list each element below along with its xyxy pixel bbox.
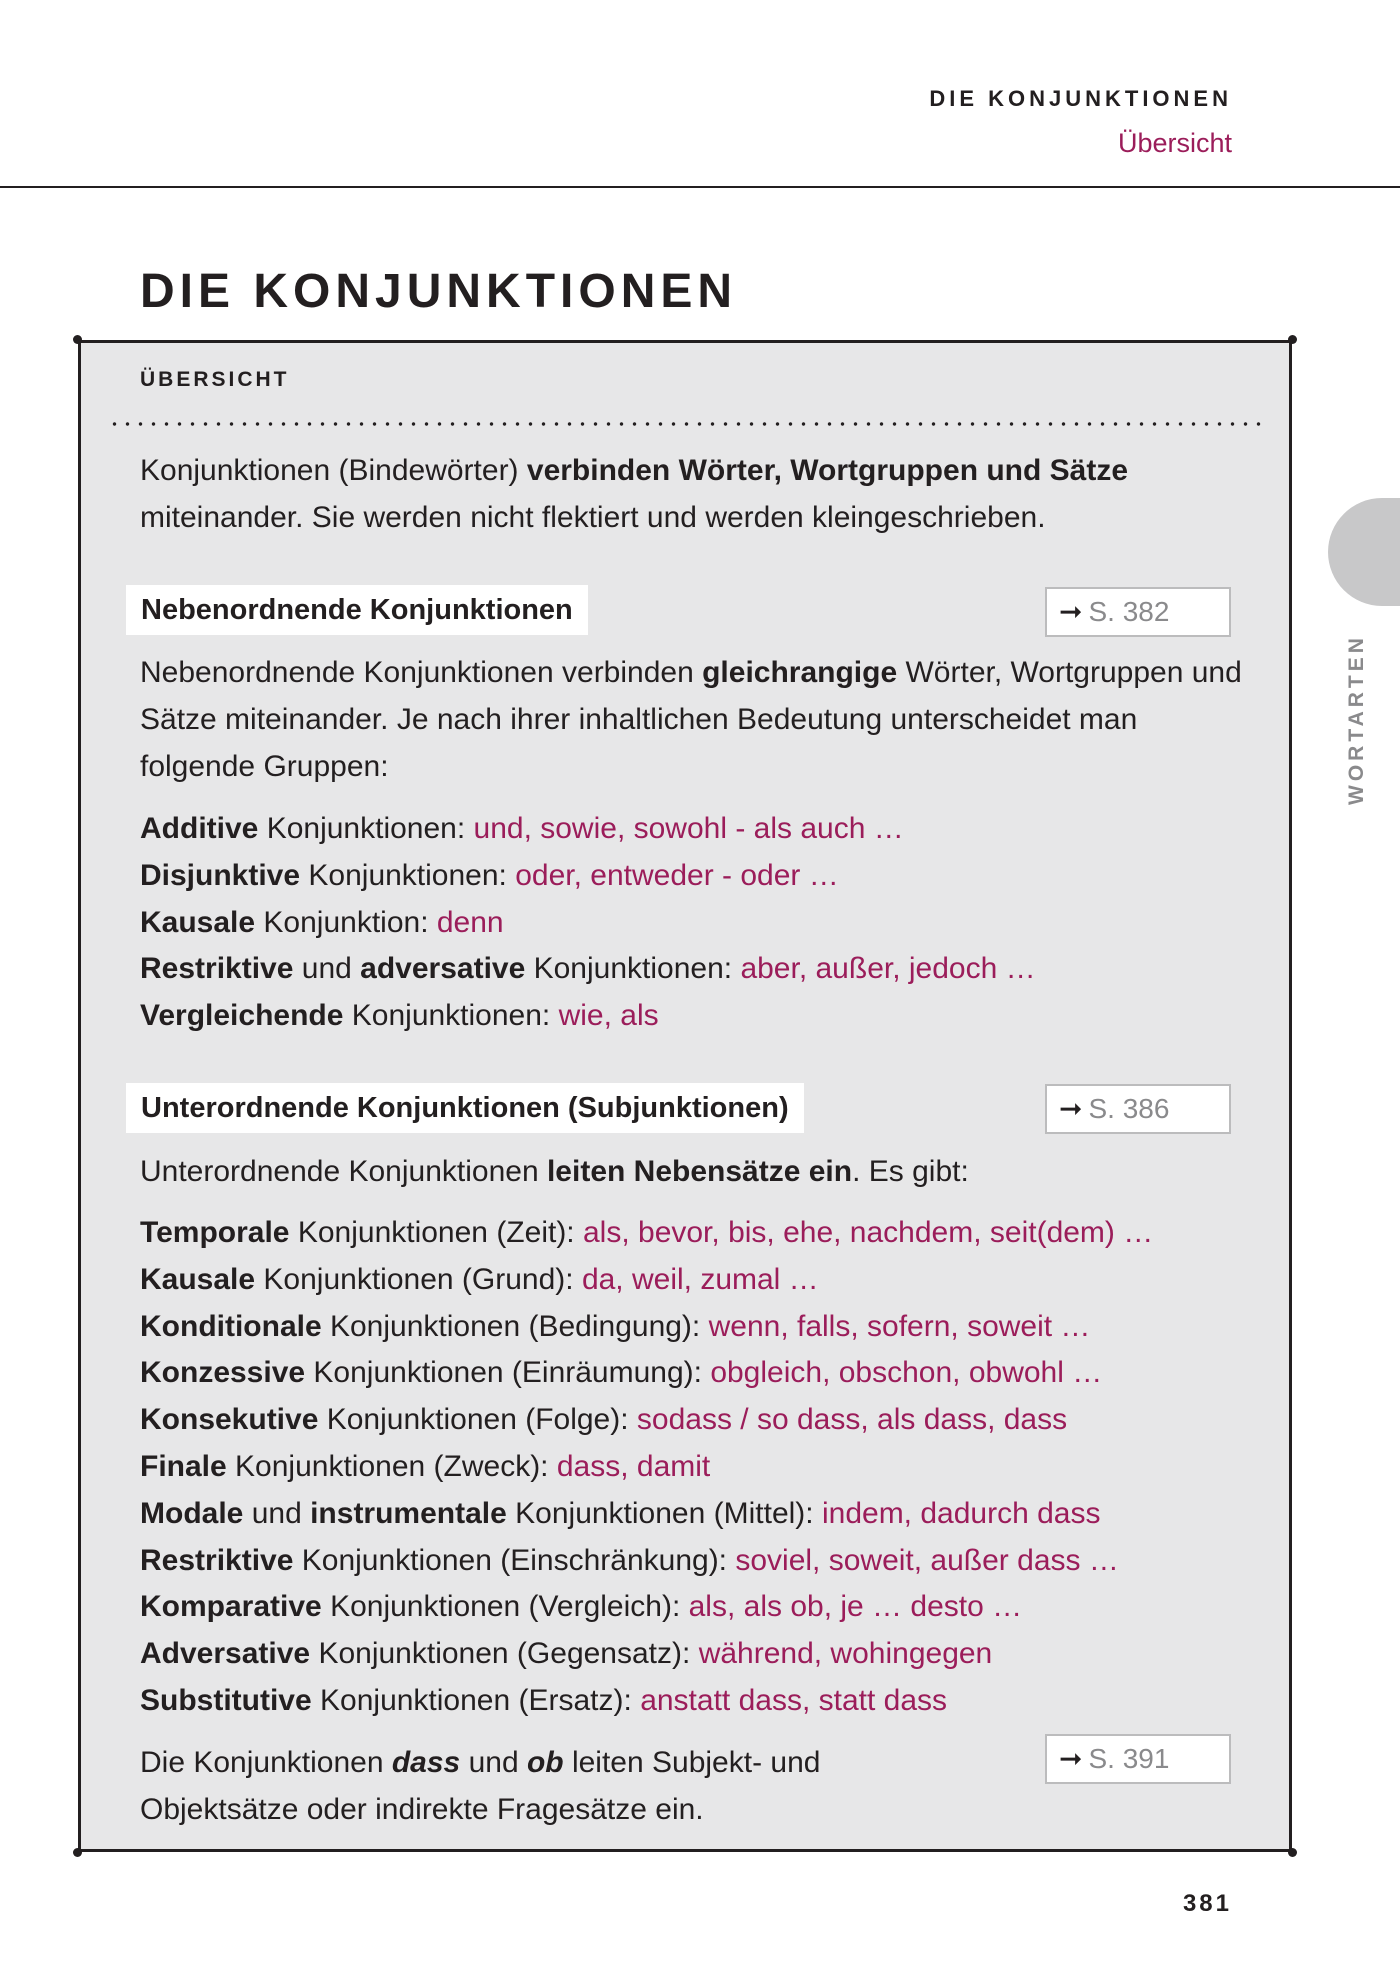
box-corner-dot xyxy=(73,335,82,344)
dotted-divider xyxy=(108,422,1264,426)
page-reference-link[interactable]: ➞ S. 382 xyxy=(1045,587,1231,637)
arrow-right-icon: ➞ xyxy=(1059,1093,1083,1124)
list-item: Vergleichende Konjunktionen: wie, als xyxy=(140,999,659,1033)
list-item: Restriktive und adversative Konjunktionen: aber, außer, jedoch … xyxy=(140,952,1036,986)
list-item: Konzessive Konjunktionen (Einräumung): obgleich, obschon, obwohl … xyxy=(140,1356,1103,1390)
arrow-right-icon: ➞ xyxy=(1059,596,1083,627)
page-number: 381 xyxy=(1182,1890,1232,1917)
list-item: Komparative Konjunktionen (Vergleich): als, als ob, je … desto … xyxy=(140,1590,1023,1624)
box-corner-dot xyxy=(1288,335,1297,344)
list-item: Restriktive Konjunktionen (Einschränkung): soviel, soweit, außer dass … xyxy=(140,1543,1119,1577)
list-item: Kausale Konjunktionen (Grund): da, weil, zumal … xyxy=(140,1262,819,1296)
section-heading-nebenordnende: Nebenordnende Konjunktionen xyxy=(126,585,588,635)
closing-paragraph: Die Konjunktionen dass und ob leiten Subjekt- und Objektsätze oder indirekte Fragesätze ein. xyxy=(140,1746,821,1826)
list-item: Temporale Konjunktionen (Zeit): als, bevor, bis, ehe, nachdem, seit(dem) … xyxy=(140,1216,1154,1249)
section2-description: Unterordnende Konjunktionen leiten Nebensätze ein. Es gibt: xyxy=(140,1155,969,1188)
running-header-subtitle: Übersicht xyxy=(1117,128,1232,158)
intro-paragraph: Konjunktionen (Bindewörter) verbinden Wörter, Wortgruppen und Sätze miteinander. Sie werden nicht flektiert und werden kleingeschrieben. xyxy=(140,454,1129,534)
section1-description: Nebenordnende Konjunktionen verbinden gleichrangige Wörter, Wortgruppen und Sätze miteinander. Je nach ihrer inhaltlichen Bedeutung unterscheidet man folgende Gruppen: xyxy=(140,656,1242,783)
list-item: Modale und instrumentale Konjunktionen (Mittel): indem, dadurch dass xyxy=(140,1496,1101,1530)
section1-list xyxy=(140,806,1036,1040)
section2-list xyxy=(140,1210,1153,1725)
list-item: Konditionale Konjunktionen (Bedingung): wenn, falls, sofern, soweit … xyxy=(140,1309,1091,1343)
chapter-side-label: WORTARTEN xyxy=(1345,634,1368,805)
page-title: DIE KONJUNKTIONEN xyxy=(140,265,738,318)
chapter-tab xyxy=(1328,498,1400,606)
page-reference-link[interactable]: ➞ S. 391 xyxy=(1045,1734,1231,1784)
page-reference-link[interactable]: ➞ S. 386 xyxy=(1045,1084,1231,1134)
box-corner-dot xyxy=(73,1848,82,1857)
arrow-right-icon: ➞ xyxy=(1059,1743,1083,1774)
list-item: Adversative Konjunktionen (Gegensatz): während, wohingegen xyxy=(140,1637,993,1671)
list-item: Substitutive Konjunktionen (Ersatz): anstatt dass, statt dass xyxy=(140,1683,948,1717)
section-heading-unterordnende: Unterordnende Konjunktionen (Subjunktionen) xyxy=(126,1083,804,1133)
header-rule xyxy=(0,186,1400,188)
running-header-title: DIE KONJUNKTIONEN xyxy=(929,86,1232,111)
list-item: Konsekutive Konjunktionen (Folge): sodass / so dass, als dass, dass xyxy=(140,1403,1068,1437)
list-item: Disjunktive Konjunktionen: oder, entweder - oder … xyxy=(140,858,839,892)
box-corner-dot xyxy=(1288,1848,1297,1857)
list-item: Kausale Konjunktion: denn xyxy=(140,905,504,939)
list-item: Finale Konjunktionen (Zweck): dass, damit xyxy=(140,1449,711,1483)
list-item: Additive Konjunktionen: und, sowie, sowohl - als auch … xyxy=(140,812,904,845)
box-label: ÜBERSICHT xyxy=(140,368,290,391)
